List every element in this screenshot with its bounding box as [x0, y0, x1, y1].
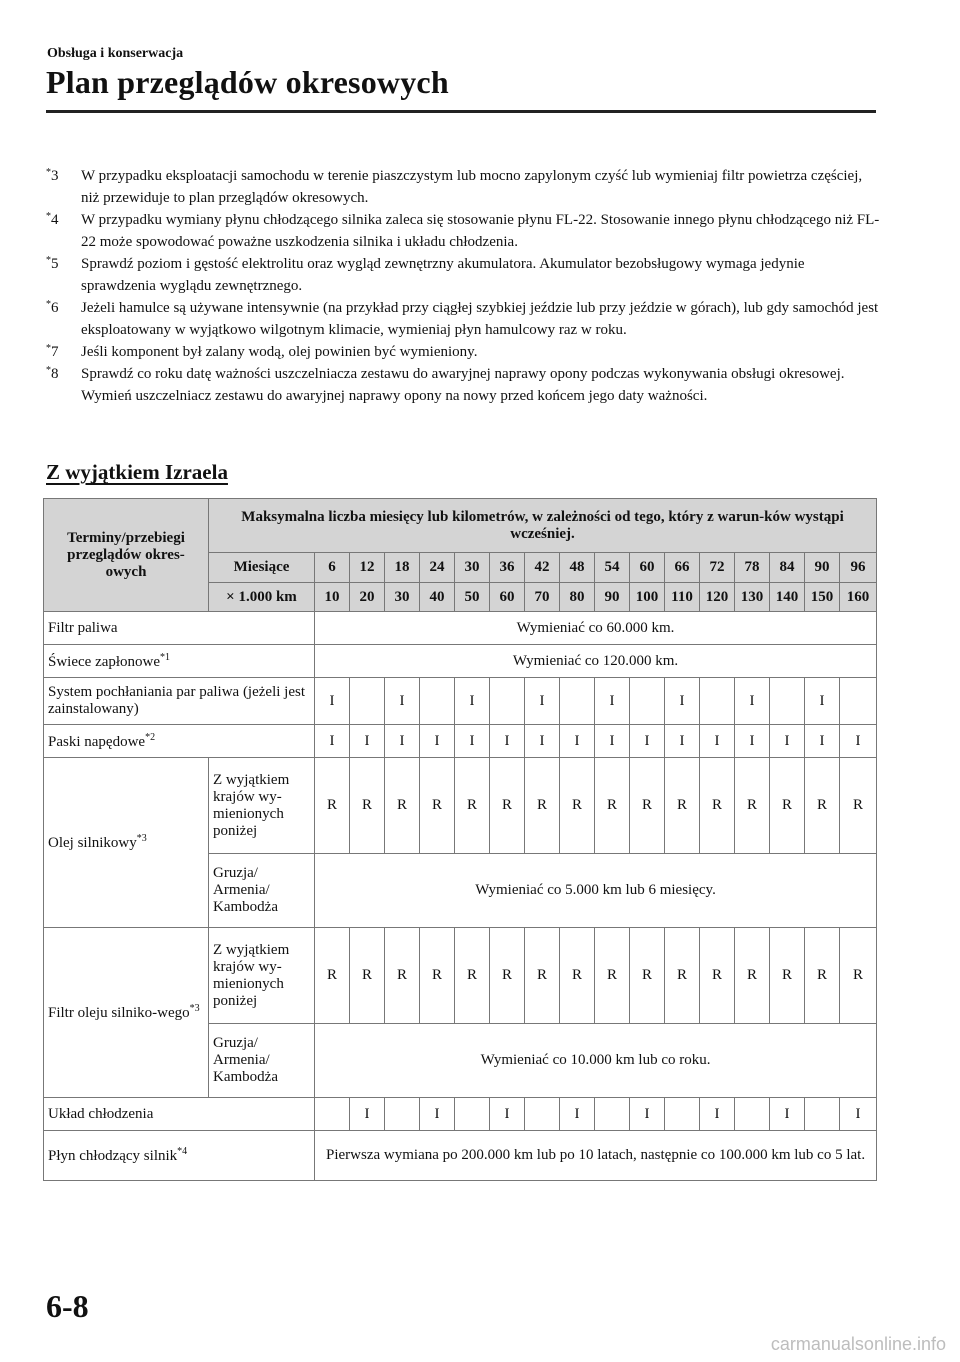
row-note: Wymieniać co 60.000 km. — [315, 612, 877, 645]
schedule-cell: I — [805, 725, 840, 758]
row-label: Filtr paliwa — [44, 612, 315, 645]
month-cell: 30 — [455, 553, 490, 583]
schedule-cell — [735, 1098, 770, 1131]
row-label: Świece zapłonowe$^{*1}$ — [44, 645, 315, 678]
schedule-cell: R — [840, 758, 877, 854]
schedule-cell: R — [665, 758, 700, 854]
schedule-cell: I — [805, 678, 840, 725]
schedule-cell: I — [385, 678, 420, 725]
schedule-cell: R — [840, 928, 877, 1024]
schedule-cell: R — [420, 928, 455, 1024]
schedule-cell: I — [735, 725, 770, 758]
schedule-cell — [455, 1098, 490, 1131]
footnote: *3 W przypadku eksploatacji samochodu w terenie piaszczystym lub mocno zapylonym czyść lub wymieniaj filtr powietrza częściej, niż przewiduje to plan przeglądów okresowych. — [46, 167, 863, 206]
sub-label: Z wyjątkiem krajów wy-mienionych poniżej — [209, 928, 315, 1024]
schedule-cell: I — [665, 725, 700, 758]
schedule-cell: I — [840, 725, 877, 758]
schedule-cell: R — [560, 928, 595, 1024]
months-label: Miesiące — [209, 553, 315, 583]
schedule-cell: R — [385, 758, 420, 854]
schedule-cell: I — [840, 1098, 877, 1131]
schedule-cell: I — [420, 725, 455, 758]
km-label: × 1.000 km — [209, 583, 315, 612]
km-cell: 60 — [490, 583, 525, 612]
schedule-cell: I — [455, 725, 490, 758]
schedule-cell: R — [630, 758, 665, 854]
corner-header: Terminy/przebiegi przeglądów okres-owych — [44, 499, 209, 612]
schedule-cell: I — [525, 678, 560, 725]
km-cell: 140 — [770, 583, 805, 612]
schedule-cell: R — [560, 758, 595, 854]
schedule-cell: R — [735, 758, 770, 854]
month-cell: 18 — [385, 553, 420, 583]
row-label: Filtr oleju silniko-wego$^{*3}$ — [44, 928, 209, 1098]
schedule-cell: I — [350, 1098, 385, 1131]
page-number: 6-8 — [46, 1288, 89, 1324]
footnote: *8 Sprawdź co roku datę ważności uszczelniacza zestawu do awaryjnej naprawy opony podczas wykonywania obsługi okresowej. Wymień uszczelniacz zestawu do awaryjnej naprawy opony na nowy przed końcem jego daty ważności. — [46, 365, 845, 404]
schedule-cell: I — [735, 678, 770, 725]
row-note: Pierwsza wymiana po 200.000 km lub po 10 latach, następnie co 100.000 km lub co 5 lat. — [315, 1131, 877, 1181]
schedule-cell: R — [455, 928, 490, 1024]
table-row — [44, 645, 877, 678]
row-label: Olej silnikowy$^{*3}$ — [44, 758, 209, 928]
schedule-cell — [560, 678, 595, 725]
schedule-cell: R — [525, 758, 560, 854]
schedule-cell: R — [735, 928, 770, 1024]
footnote: *7 Jeśli komponent był zalany wodą, olej powinien być wymieniony. — [46, 343, 478, 360]
km-cell: 160 — [840, 583, 877, 612]
schedule-cell: R — [595, 758, 630, 854]
schedule-cell: I — [560, 1098, 595, 1131]
schedule-cell: I — [770, 1098, 805, 1131]
km-cell: 90 — [595, 583, 630, 612]
schedule-cell: R — [630, 928, 665, 1024]
table-row — [44, 725, 877, 758]
month-cell: 48 — [560, 553, 595, 583]
schedule-cell: I — [385, 725, 420, 758]
schedule-cell: I — [490, 725, 525, 758]
schedule-cell — [840, 678, 877, 725]
km-cell: 10 — [315, 583, 350, 612]
sub-label: Gruzja/ Armenia/ Kambodża — [209, 1024, 315, 1098]
schedule-cell — [420, 678, 455, 725]
month-cell: 42 — [525, 553, 560, 583]
row-label: Układ chłodzenia — [44, 1098, 315, 1131]
schedule-cell: R — [490, 928, 525, 1024]
month-cell: 6 — [315, 553, 350, 583]
km-cell: 70 — [525, 583, 560, 612]
table-row — [44, 612, 877, 645]
schedule-cell — [805, 1098, 840, 1131]
watermark: carmanualsonline.info — [770, 1334, 946, 1354]
schedule-cell: I — [490, 1098, 525, 1131]
schedule-cell — [770, 678, 805, 725]
table-row — [44, 678, 877, 725]
title-rule — [46, 110, 876, 113]
schedule-cell: R — [420, 758, 455, 854]
schedule-cell: I — [630, 1098, 665, 1131]
footnote: *4 W przypadku wymiany płynu chłodzącego silnika zaleca się stosowanie płynu FL-22. Stosowanie innego płynu chłodzącego niż FL-22 może spowodować poważne uszkodzenia silnika i układu chłodzenia. — [46, 211, 880, 250]
section-label: Obsługa i konserwacja — [47, 46, 184, 61]
schedule-cell: I — [525, 725, 560, 758]
km-cell: 120 — [700, 583, 735, 612]
km-cell: 80 — [560, 583, 595, 612]
schedule-cell: R — [665, 928, 700, 1024]
schedule-cell: I — [350, 725, 385, 758]
month-cell: 96 — [840, 553, 877, 583]
schedule-cell: R — [805, 758, 840, 854]
month-cell: 60 — [630, 553, 665, 583]
schedule-cell: I — [770, 725, 805, 758]
km-cell: 110 — [665, 583, 700, 612]
schedule-cell: R — [805, 928, 840, 1024]
schedule-cell: R — [525, 928, 560, 1024]
schedule-cell: I — [560, 725, 595, 758]
schedule-cell — [630, 678, 665, 725]
month-cell: 54 — [595, 553, 630, 583]
table-row — [44, 1131, 877, 1181]
sub-label: Z wyjątkiem krajów wy-mienionych poniżej — [209, 758, 315, 854]
schedule-cell: I — [700, 725, 735, 758]
month-cell: 66 — [665, 553, 700, 583]
schedule-cell: I — [595, 678, 630, 725]
table-row — [44, 1098, 877, 1131]
km-cell: 50 — [455, 583, 490, 612]
km-cell: 20 — [350, 583, 385, 612]
row-label: Paski napędowe$^{*2}$ — [44, 725, 315, 758]
row-note: Wymieniać co 120.000 km. — [315, 645, 877, 678]
schedule-cell: I — [700, 1098, 735, 1131]
km-cell: 130 — [735, 583, 770, 612]
schedule-cell: R — [455, 758, 490, 854]
schedule-cell: R — [385, 928, 420, 1024]
row-label: Płyn chłodzący silnik$^{*4}$ — [44, 1131, 315, 1181]
schedule-cell: I — [315, 725, 350, 758]
schedule-cell: I — [630, 725, 665, 758]
km-cell: 40 — [420, 583, 455, 612]
schedule-cell: I — [315, 678, 350, 725]
max-header: Maksymalna liczba miesięcy lub kilometrów, w zależności od tego, który z warun-ków wystąpi wcześniej. — [209, 499, 877, 553]
km-cell: 30 — [385, 583, 420, 612]
schedule-cell: R — [770, 758, 805, 854]
schedule-cell: R — [315, 928, 350, 1024]
sub-heading: Z wyjątkiem Izraela — [46, 460, 228, 484]
month-cell: 72 — [700, 553, 735, 583]
km-cell: 150 — [805, 583, 840, 612]
schedule-cell: R — [350, 928, 385, 1024]
schedule-cell: I — [420, 1098, 455, 1131]
schedule-cell: I — [455, 678, 490, 725]
schedule-cell: R — [770, 928, 805, 1024]
row-label: System pochłaniania par paliwa (jeżeli jest zainstalowany) — [44, 678, 315, 725]
schedule-cell: R — [490, 758, 525, 854]
schedule-cell: R — [700, 758, 735, 854]
month-cell: 12 — [350, 553, 385, 583]
page-title: Plan przeglądów okresowych — [46, 64, 449, 100]
month-cell: 84 — [770, 553, 805, 583]
footnote: *6 Jeżeli hamulce są używane intensywnie (na przykład przy ciągłej szybkiej jeździe lub przy jeździe w górach), lub gdy samochód jest eksploatowany w wyjątkowo wilgotnym klimacie, wymieniaj płyn hamulcowy raz w roku. — [46, 299, 879, 338]
sub-label: Gruzja/ Armenia/ Kambodża — [209, 854, 315, 928]
schedule-cell — [665, 1098, 700, 1131]
month-cell: 78 — [735, 553, 770, 583]
schedule-cell — [315, 1098, 350, 1131]
footnotes — [46, 165, 881, 407]
row-note: Wymieniać co 10.000 km lub co roku. — [315, 1024, 877, 1098]
maintenance-schedule-table — [43, 498, 877, 1181]
row-note: Wymieniać co 5.000 km lub 6 miesięcy. — [315, 854, 877, 928]
schedule-cell: R — [315, 758, 350, 854]
table-row — [44, 928, 877, 1024]
table-row — [44, 758, 877, 854]
schedule-cell — [385, 1098, 420, 1131]
schedule-cell: R — [595, 928, 630, 1024]
footnote: *5 Sprawdź poziom i gęstość elektrolitu oraz wygląd zewnętrzny akumulatora. Akumulator bezobsługowy wymaga jedynie sprawdzenia wyglądu zewnętrznego. — [46, 255, 805, 294]
schedule-cell — [700, 678, 735, 725]
schedule-cell — [490, 678, 525, 725]
km-cell: 100 — [630, 583, 665, 612]
schedule-cell: R — [700, 928, 735, 1024]
schedule-cell — [525, 1098, 560, 1131]
schedule-cell — [595, 1098, 630, 1131]
month-cell: 24 — [420, 553, 455, 583]
schedule-cell: I — [595, 725, 630, 758]
month-cell: 36 — [490, 553, 525, 583]
month-cell: 90 — [805, 553, 840, 583]
schedule-cell: R — [350, 758, 385, 854]
schedule-cell: I — [665, 678, 700, 725]
schedule-cell — [350, 678, 385, 725]
